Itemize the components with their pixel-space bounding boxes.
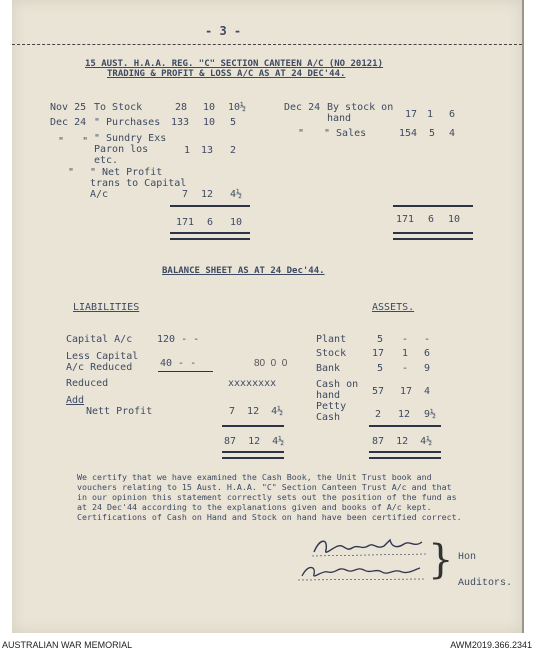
- trading-right-pence: 4: [449, 128, 456, 139]
- assets-heading: ASSETS.: [372, 302, 415, 313]
- asset-label: Cash on hand: [316, 379, 359, 401]
- asset-shillings: 17: [400, 386, 413, 397]
- trading-left-date: " ": [58, 136, 89, 147]
- subtotal-rule-left: [170, 205, 250, 207]
- capital-value: 120 - -: [157, 334, 200, 345]
- asset-pence: 9½: [424, 409, 437, 420]
- asset-pounds: 2: [375, 409, 382, 420]
- signature-2: [296, 560, 426, 584]
- trading-right-total-pence: 10: [448, 214, 461, 225]
- assets-total-rule: [369, 451, 441, 459]
- asset-label: Plant: [316, 334, 347, 345]
- trading-left-date: Nov 25: [50, 102, 87, 113]
- trading-left-label: " Sundry Exs Paron los etc.: [94, 133, 167, 166]
- liabilities-total: 87 12 4½: [224, 436, 285, 447]
- add-label: Add: [66, 395, 85, 406]
- capital-label: Capital A/c: [66, 334, 133, 345]
- asset-label: Petty Cash: [316, 401, 347, 423]
- trading-left-pence: 10½: [228, 102, 247, 113]
- trading-left-shillings: 10: [203, 117, 216, 128]
- trading-right-shillings: 5: [429, 128, 436, 139]
- asset-pounds: 57: [372, 386, 385, 397]
- trading-right-shillings: 1: [427, 109, 434, 120]
- liabilities-subtotal-rule: [222, 425, 284, 427]
- trading-left-shillings: 10: [203, 102, 216, 113]
- balance-sheet-title: BALANCE SHEET AS AT 24 Dec'44.: [162, 266, 325, 276]
- trading-left-date: ": [68, 167, 75, 178]
- trading-left-total-shillings: 6: [207, 217, 214, 228]
- asset-pence: 9: [424, 363, 431, 374]
- trading-left-label: To Stock: [94, 102, 143, 113]
- footer-accession: AWM2019.366.2341: [450, 640, 532, 650]
- trading-left-pence: 4½: [230, 189, 243, 200]
- less-capital-result: 80 0 0: [254, 358, 288, 369]
- trading-left-shillings: 13: [201, 145, 214, 156]
- assets-subtotal-rule: [369, 425, 441, 427]
- reduced-value-struck: xxxxxxxx: [228, 378, 277, 389]
- trading-left-pounds: 7: [182, 189, 189, 200]
- trading-left-label: " Net Profit trans to Capital A/c: [90, 167, 187, 200]
- asset-shillings: -: [402, 334, 409, 345]
- total-rule-left: [170, 232, 250, 240]
- title-line-1: 15 AUST. H.A.A. REG. "C" SECTION CANTEEN A/C (NO 20121): [85, 59, 384, 69]
- trading-right-date: ": [298, 128, 305, 139]
- subtotal-rule-right: [393, 205, 473, 207]
- trading-left-pounds: 1: [184, 145, 191, 156]
- asset-shillings: -: [402, 363, 409, 374]
- trading-left-pence: 5: [230, 117, 237, 128]
- less-capital-rule: [158, 371, 213, 372]
- certification-text: We certify that we have examined the Cash Book, the Unit Trust book and vouchers relating to 15 Aust. H.A.A. "C" Section Canteen Trust A/c and that in our opinion this statement correctly sets out the position of the fund as at 24 Dec'44 according to the explanations given and books of A/c kept. Certifications of Cash on Hand and Stock on hand have been certified correct.: [77, 472, 462, 522]
- trading-right-pence: 6: [449, 109, 456, 120]
- asset-pounds: 5: [377, 363, 384, 374]
- trading-right-total-shillings: 6: [428, 214, 435, 225]
- trading-right-pounds: 154: [399, 128, 418, 139]
- reduced-label: Reduced: [66, 378, 109, 389]
- auditors-label: Auditors.: [458, 578, 513, 589]
- asset-pounds: 17: [372, 348, 385, 359]
- title-line-2: TRADING & PROFIT & LOSS A/C AS AT 24 DEC'44.: [107, 69, 346, 79]
- nett-profit-value: 7 12 4½: [229, 406, 284, 417]
- asset-label: Bank: [316, 363, 341, 374]
- trading-right-label: By stock on hand: [327, 102, 394, 124]
- asset-pence: 4: [424, 386, 431, 397]
- trading-left-pounds: 133: [171, 117, 190, 128]
- signature-brace: }: [428, 537, 454, 583]
- asset-shillings: 12: [398, 409, 411, 420]
- footer-source: AUSTRALIAN WAR MEMORIAL: [2, 640, 133, 650]
- asset-label: Stock: [316, 348, 347, 359]
- signature-1: [310, 534, 428, 560]
- nett-profit-label: Nett Profit: [86, 406, 153, 417]
- trading-right-date: Dec 24: [284, 102, 321, 113]
- liabilities-heading: LIABILITIES: [73, 302, 140, 313]
- asset-pence: -: [424, 334, 431, 345]
- trading-right-pounds: 17: [405, 109, 418, 120]
- less-capital-value: 40 - -: [160, 358, 197, 369]
- total-rule-right: [393, 232, 473, 240]
- asset-shillings: 1: [402, 348, 409, 359]
- trading-right-label: " Sales: [324, 128, 367, 139]
- less-capital-label: Less Capital A/c Reduced: [66, 351, 139, 373]
- trading-left-date: Dec 24: [50, 117, 87, 128]
- page-number: - 3 -: [205, 24, 242, 38]
- trading-left-pence: 2: [230, 145, 237, 156]
- trading-left-shillings: 12: [201, 189, 214, 200]
- trading-left-total-pounds: 171: [176, 217, 195, 228]
- asset-pounds: 5: [377, 334, 384, 345]
- trading-right-total-pounds: 171: [396, 214, 415, 225]
- hon-label: Hon: [458, 552, 477, 563]
- assets-total: 87 12 4½: [372, 436, 433, 447]
- trading-left-label: " Purchases: [94, 117, 161, 128]
- trading-left-total-pence: 10: [230, 217, 243, 228]
- trading-left-pounds: 28: [175, 102, 188, 113]
- fold-line: [12, 44, 522, 45]
- liabilities-total-rule: [222, 451, 284, 459]
- asset-pence: 6: [424, 348, 431, 359]
